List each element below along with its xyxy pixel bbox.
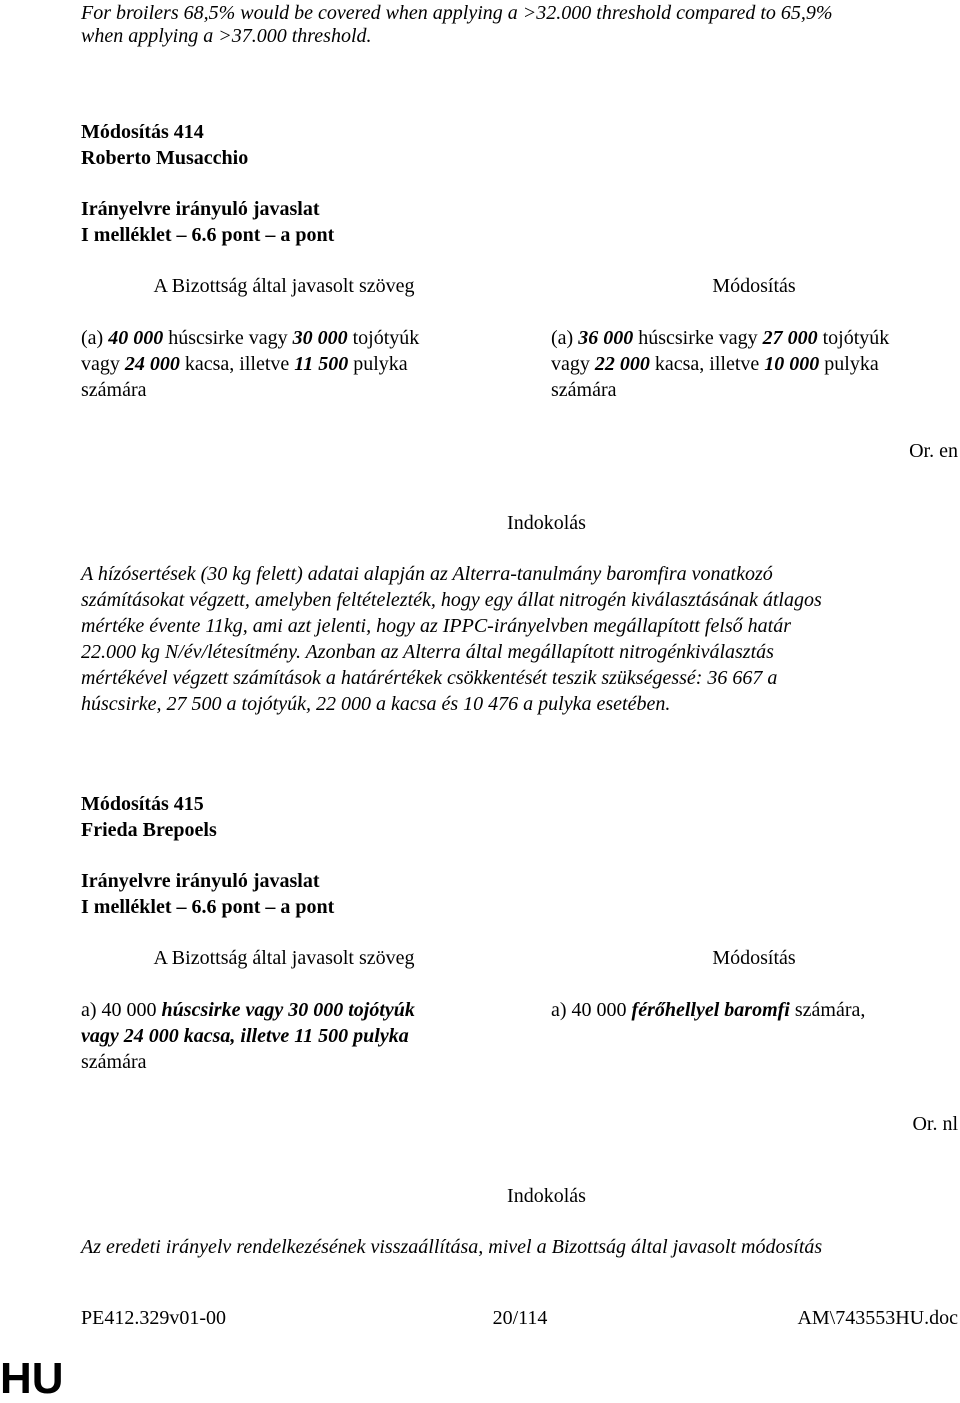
justification-line: számításokat végzett, amelyben feltételezték, hogy egy állat nitrogén kiválasztásának átlagos — [81, 589, 822, 611]
reference-label: I melléklet – 6.6 pont – a pont — [81, 896, 335, 918]
commission-text-header: A Bizottság által javasolt szöveg — [153, 275, 415, 297]
commission-text: a) 40 000 húscsirke vagy 30 000 tojótyúk vagy 24 000 kacsa, illetve 11 500 pulyka számára — [81, 999, 415, 1073]
amendment-header: Módosítás — [712, 947, 796, 969]
amendment-title: Módosítás 415 — [81, 793, 204, 815]
document-reference: PE412.329v01-00 — [81, 1307, 226, 1329]
justification-line: 22.000 kg N/év/létesítmény. Azonban az Alterra által megállapított nitrogénkiválasztás — [81, 641, 774, 663]
reference-label: I melléklet – 6.6 pont – a pont — [81, 224, 335, 246]
justification-line: húscsirke, 27 500 a tojótyúk, 22 000 a kacsa és 10 476 a pulyka esetében. — [81, 693, 671, 715]
justification-text — [81, 561, 960, 717]
amendment-author: Frieda Brepoels — [81, 819, 217, 841]
justification-text — [81, 1234, 960, 1260]
amendment-header: Módosítás — [712, 275, 796, 297]
proposal-label: Irányelvre irányuló javaslat — [81, 870, 320, 892]
proposal-label: Irányelvre irányuló javaslat — [81, 198, 320, 220]
language-code: HU — [0, 1354, 64, 1403]
amendment-title: Módosítás 414 — [81, 121, 204, 143]
amended-text: (a) 36 000 húscsirke vagy 27 000 tojótyúk vagy 22 000 kacsa, illetve 10 000 pulyka számára — [551, 327, 890, 401]
justification-title: Indokolás — [507, 1185, 586, 1207]
commission-text-header: A Bizottság által javasolt szöveg — [153, 947, 415, 969]
file-name: AM\743553HU.doc — [797, 1307, 958, 1329]
justification-line: mértéke évente 11kg, ami azt jelenti, hogy az IPPC-irányelvben megállapított felső határ — [81, 615, 791, 637]
commission-text: (a) 40 000 húscsirke vagy 30 000 tojótyúk vagy 24 000 kacsa, illetve 11 500 pulyka számára — [81, 327, 420, 401]
justification-title: Indokolás — [507, 512, 586, 534]
intro-line-2: when applying a >37.000 threshold. — [81, 25, 372, 47]
page-number: 20/114 — [492, 1307, 548, 1329]
justification-line: mértékével végzett számítások a határértékek csökkentését teszik szükségessé: 36 667 a — [81, 667, 778, 689]
original-language: Or. en — [909, 440, 958, 462]
justification-line: A hízósertések (30 kg felett) adatai alapján az Alterra-tanulmány baromfira vonatkozó — [81, 563, 773, 585]
original-language: Or. nl — [912, 1113, 958, 1135]
justification-line: Az eredeti irányelv rendelkezésének visszaállítása, mivel a Bizottság által javasolt módosítás — [81, 1236, 823, 1258]
amendment-author: Roberto Musacchio — [81, 147, 249, 169]
amended-text: a) 40 000 férőhellyel baromfi számára, — [551, 999, 866, 1021]
intro-line-1: For broilers 68,5% would be covered when applying a >32.000 threshold compared to 65,9% — [81, 2, 833, 24]
